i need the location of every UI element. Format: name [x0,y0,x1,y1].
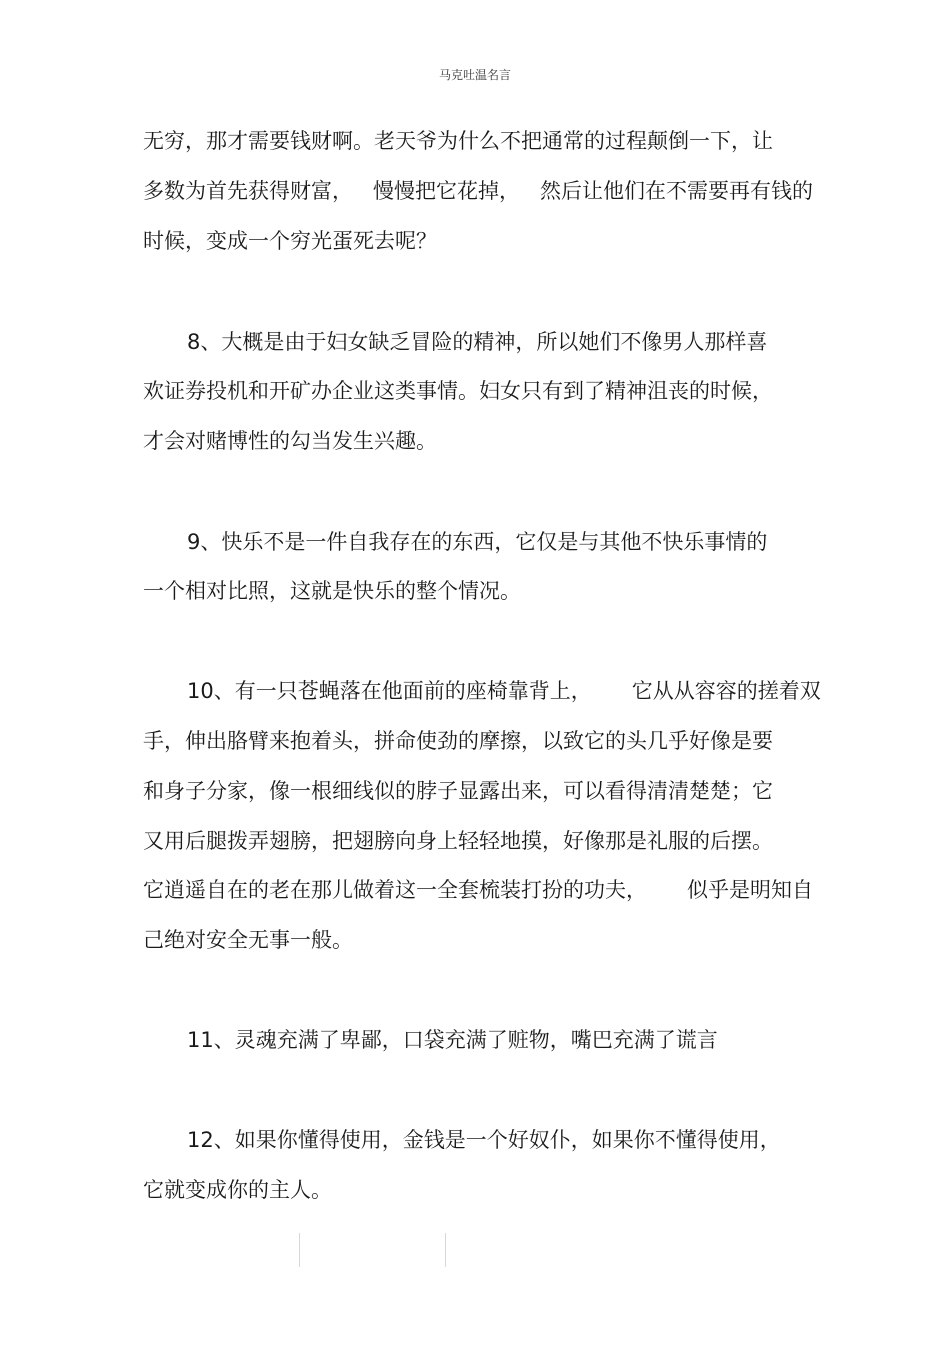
text-line: 9、快乐不是一件自我存在的东西，它仅是与其他不快乐事情的 [187,530,768,554]
text-line: 它逍遥自在的老在那儿做着这一全套梳装打扮的功夫， 似乎是明知自 [143,878,814,902]
text-line: 多数为首先获得财富， 慢慢把它花掉， 然后让他们在不需要再有钱的 [143,179,814,203]
text-line: 时候，变成一个穷光蛋死去呢？ [143,229,437,253]
text-line: 手，伸出胳臂来抱着头，拼命使劲的摩擦，以致它的头几乎好像是要 [143,729,773,753]
divider-left [299,1233,300,1267]
text-line: 11、灵魂充满了卑鄙，口袋充满了赃物，嘴巴充满了谎言 [187,1028,718,1052]
text-line: 己绝对安全无事一般。 [143,928,353,952]
text-line: 又用后腿拨弄翅膀，把翅膀向身上轻轻地摸，好像那是礼服的后摆。 [143,829,773,853]
page-header: 马克吐温名言 [438,68,511,82]
text-line: 12、如果你懂得使用，金钱是一个好奴仆，如果你不懂得使用， [187,1128,781,1152]
text-line: 和身子分家，像一根细线似的脖子显露出来，可以看得清清楚楚；它 [143,779,773,803]
text-line: 它就变成你的主人。 [143,1178,332,1202]
text-line: 8、大概是由于妇女缺乏冒险的精神，所以她们不像男人那样喜 [187,330,768,354]
text-line: 欢证券投机和开矿办企业这类事情。妇女只有到了精神沮丧的时候， [143,379,773,403]
text-line: 一个相对比照，这就是快乐的整个情况。 [143,579,521,603]
text-line: 10、有一只苍蝇落在他面前的座椅靠背上， 它从从容容的搓着双 [187,679,821,703]
divider-right [445,1233,446,1267]
text-line: 无穷，那才需要钱财啊。老天爷为什么不把通常的过程颠倒一下，让 [143,129,773,153]
text-line: 才会对赌博性的勾当发生兴趣。 [143,429,437,453]
